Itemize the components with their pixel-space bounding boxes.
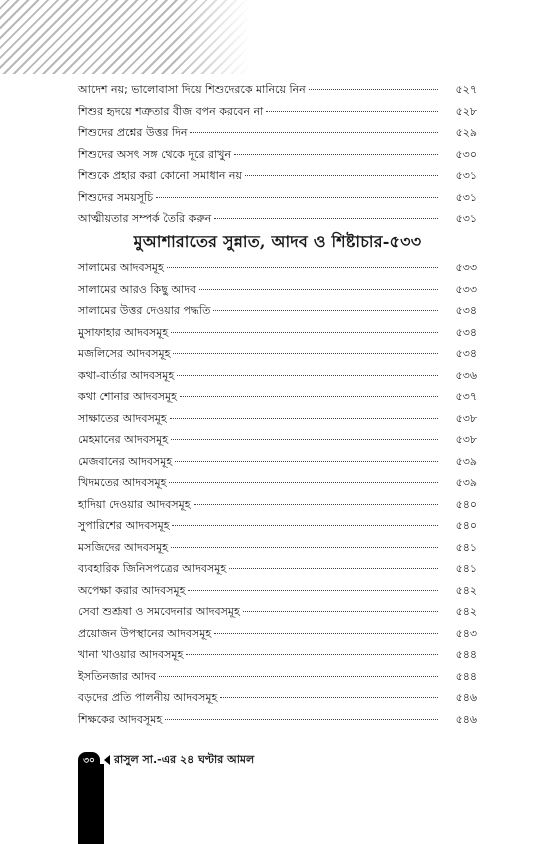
toc-leader-dots [156, 197, 438, 198]
toc-entry-title: প্রয়োজন উপস্থানের আদবসমূহ [78, 626, 212, 640]
toc-entry-title: শিশুদের অসৎ সঙ্গ থেকে দূরে রাখুন [78, 147, 232, 161]
toc-entry-title: সালামের উত্তর দেওয়ার পদ্ধতি [78, 304, 211, 317]
toc-entry-page: ৫৩১ [455, 169, 477, 182]
toc-leader-dots [171, 547, 438, 548]
toc-entry-title: শিশুদের সময়সূচি [78, 190, 154, 204]
toc-entry [78, 144, 477, 166]
toc-entry [78, 300, 477, 322]
toc-entry-title: হাদিয়া দেওয়ার আদবসমূহ [78, 497, 191, 511]
toc-leader-dots [171, 332, 438, 333]
toc-entry-page: ৫৩৬ [455, 368, 477, 382]
toc-leader-dots [167, 267, 438, 268]
toc-entry-page: ৫৪২ [455, 605, 477, 618]
toc-leader-dots [171, 439, 438, 440]
toc-entry-title: ইসতিনজার আদব [78, 669, 157, 683]
toc-entry-page: ৫৩১ [455, 190, 477, 204]
toc-section-1 [78, 79, 477, 230]
toc-leader-dots [165, 719, 438, 720]
toc-entry-title: মুসাফাহার আদবসমূহ [78, 325, 169, 339]
toc-leader-dots [172, 525, 438, 526]
toc-entry-title: শিক্ষকের আদবসূমহ [78, 712, 163, 726]
toc-entry-page: ৫৩১ [455, 212, 477, 225]
toc-entry-page: ৫৩৩ [455, 282, 477, 296]
toc-leader-dots [188, 590, 438, 591]
toc-leader-dots [159, 676, 438, 677]
toc-entry [78, 709, 477, 731]
toc-entry [78, 537, 477, 559]
toc-leader-dots [186, 654, 438, 655]
toc-leader-dots [177, 375, 438, 376]
toc-entry-page: ৫৩৮ [455, 433, 477, 446]
toc-entry [78, 343, 477, 365]
toc-entry-title: বড়দের প্রতি পালনীয় আদবসমূহ [78, 691, 218, 704]
page-footer [78, 750, 254, 770]
toc-entry [78, 644, 477, 666]
toc-entry-page: ৫৩৯ [455, 454, 477, 468]
toc-entry [78, 365, 477, 387]
toc-entry-page: ৫২৮ [455, 104, 477, 118]
toc-entry-title: খিদমতের আদবসমূহ [78, 476, 167, 489]
toc-entry [78, 429, 477, 451]
toc-entry-page: ৫৩৩ [455, 261, 477, 274]
toc-entry-page: ৫৩৪ [455, 347, 477, 360]
toc-leader-dots [214, 218, 438, 219]
toc-entry-title: মেজবানের আদবসমূহ [78, 454, 173, 468]
toc-entry-page: ৫৪১ [455, 540, 477, 554]
toc-leader-dots [190, 132, 438, 133]
toc-entry [78, 101, 477, 123]
toc-entry [78, 558, 477, 580]
toc-entry [78, 687, 477, 709]
toc-entry-title: কথা শোনার আদবসমূহ [78, 390, 177, 403]
toc-entry-page: ৫৪১ [455, 562, 477, 575]
toc-entry [78, 515, 477, 537]
toc-leader-dots [214, 633, 438, 634]
page-number: ৩০ [78, 752, 100, 768]
toc-entry-title: সুপারিশের আদবসমূহ [78, 519, 170, 532]
toc-entry-title: অপেক্ষা করার আদবসমূহ [78, 583, 186, 597]
toc-entry-page: ৫৪৩ [455, 626, 477, 640]
toc-entry [78, 666, 477, 688]
toc-entry [78, 208, 477, 230]
toc-entry-page: ৫৪০ [455, 519, 477, 532]
toc-entry-page: ৫৪৬ [455, 712, 477, 726]
toc-leader-dots [213, 310, 438, 311]
toc-entry [78, 623, 477, 645]
decorative-hatch-fade [0, 0, 250, 74]
toc-entry-title: সাক্ষাতের আদবসমূহ [78, 411, 167, 425]
toc-entry [78, 580, 477, 602]
toc-entry-title: ব্যবহারিক জিনিসপত্রের আদবসমূহ [78, 562, 227, 575]
toc-entry [78, 494, 477, 516]
toc-leader-dots [243, 611, 438, 612]
toc-entry [78, 279, 477, 301]
toc-leader-dots [169, 482, 438, 483]
toc-entry [78, 408, 477, 430]
toc-entry-title: মসজিদের আদবসমূহ [78, 540, 168, 554]
toc-entry-page: ৫৪২ [455, 583, 477, 597]
toc-entry-page: ৫৩৪ [455, 304, 477, 317]
toc-entry-title: সালামের আদবসমূহ [78, 261, 164, 274]
footer-sidebar-bar [78, 764, 104, 844]
section-heading: মুআশারাতের সুন্নাত, আদব ও শিষ্টাচার-৫৩৩ [133, 232, 422, 251]
toc-entry [78, 451, 477, 473]
toc-entry-title: মেহমানের আদবসমূহ [78, 433, 169, 446]
toc-leader-dots [245, 175, 438, 176]
toc-leader-dots [234, 154, 438, 155]
toc-leader-dots [199, 289, 438, 290]
toc-leader-dots [309, 89, 438, 90]
toc-entry-title: শিশুর হৃদয়ে শত্রুতার বীজ বপন করবেন না [78, 104, 264, 118]
toc-entry-page: ৫৪৪ [455, 648, 477, 661]
toc-entry [78, 187, 477, 209]
toc-leader-dots [220, 697, 438, 698]
toc-entry-page: ৫৩০ [455, 147, 477, 161]
toc-entry [78, 257, 477, 279]
toc-entry-title: আদেশ নয়; ভালোবাসা দিয়ে শিশুদেরকে মানিয়ে নিন [78, 83, 306, 96]
toc-entry-title: খানা খাওয়ার আদবসমূহ [78, 648, 184, 661]
toc-entry [78, 386, 477, 408]
toc-leader-dots [229, 568, 438, 569]
toc-entry-page: ৫৪০ [455, 497, 477, 511]
toc-entry-title: শিশুকে প্রহার করা কোনো সমাধান নয় [78, 169, 242, 182]
toc-entry-title: শিশুদের প্রশ্নের উত্তর দিন [78, 126, 188, 139]
toc-entry [78, 472, 477, 494]
arrow-left-icon [104, 755, 110, 765]
toc-entry-page: ৫২৭ [455, 83, 477, 96]
toc-leader-dots [266, 111, 438, 112]
toc-entry-title: মজলিসের আদবসমূহ [78, 347, 171, 360]
toc-entry-page: ৫৩৭ [455, 390, 477, 403]
toc-entry [78, 601, 477, 623]
toc-entry [78, 165, 477, 187]
toc-entry-page: ৫২৯ [455, 126, 477, 139]
toc-entry-page: ৫৩৮ [455, 411, 477, 425]
toc-entry-page: ৫৪৬ [455, 691, 477, 704]
toc-entry [78, 122, 477, 144]
book-title: রাসুল সা.-এর ২৪ ঘণ্টার আমল [114, 752, 255, 766]
toc-entry [78, 79, 477, 101]
toc-entry-page: ৫৩৯ [455, 476, 477, 489]
toc-entry-page: ৫৩৪ [455, 325, 477, 339]
toc-entry [78, 322, 477, 344]
toc-leader-dots [194, 504, 438, 505]
toc-leader-dots [170, 418, 438, 419]
toc-leader-dots [175, 461, 438, 462]
toc-section-2 [78, 257, 477, 730]
toc-leader-dots [180, 396, 438, 397]
toc-entry-title: আত্মীয়তার সম্পর্ক তৈরি করুন [78, 212, 212, 225]
toc-entry-title: সালামের আরও কিছু আদব [78, 282, 197, 296]
toc-leader-dots [173, 353, 438, 354]
toc-entry-page: ৫৪৪ [455, 669, 477, 683]
toc-entry-title: কথা-বার্তার আদবসমূহ [78, 368, 175, 382]
toc-entry-title: সেবা শুশ্রূষা ও সমবেদনার আদবসমূহ [78, 605, 240, 618]
